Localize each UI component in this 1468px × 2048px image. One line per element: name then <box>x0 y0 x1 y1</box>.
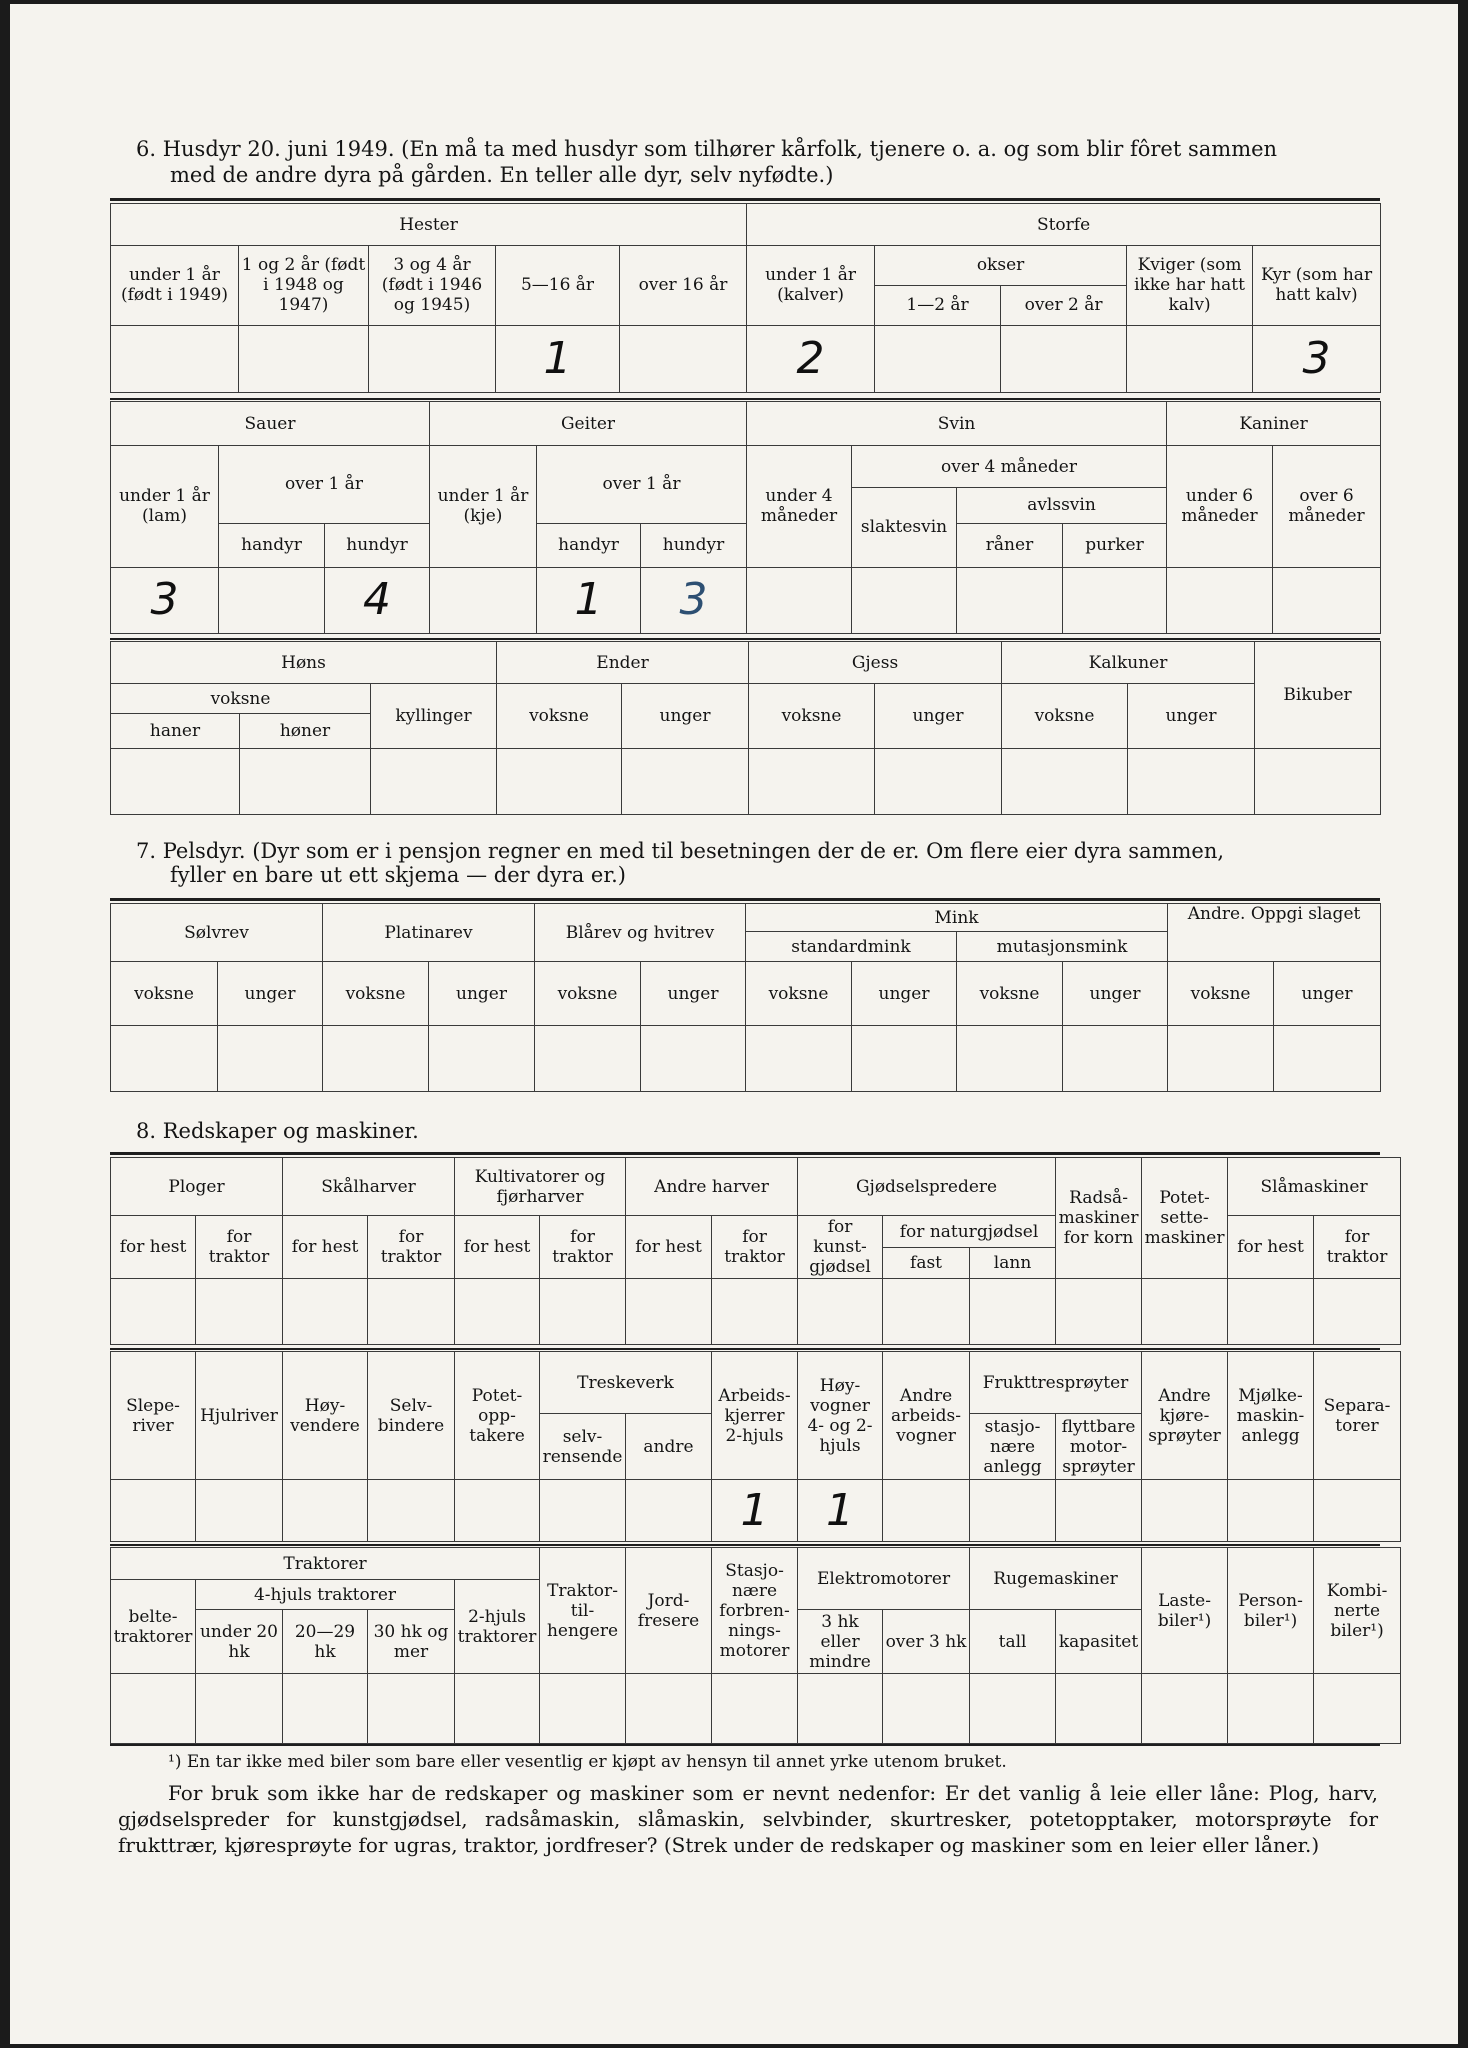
col-separatorer: Separatorer <box>1314 1352 1401 1480</box>
col-kyllinger: kyllinger <box>371 684 497 748</box>
footnote: ¹) En tar ikke med biler som bare eller vesentlig er kjøpt av hensyn til annet yrke utenom bruket. <box>168 1752 1007 1772</box>
col-sleperiver: Sleperiver <box>111 1352 196 1480</box>
cell-eq[interactable] <box>1228 1278 1314 1344</box>
cell-svin-under4[interactable] <box>747 567 852 633</box>
col-kviger: Kviger (som ikke har hatt kalv) <box>1127 246 1253 326</box>
cell-eq2[interactable] <box>1142 1480 1228 1542</box>
cell-hest-3-4[interactable] <box>369 325 496 392</box>
divider <box>110 1348 1380 1350</box>
cell-eq[interactable] <box>196 1278 283 1344</box>
header-kaniner: Kaniner <box>1167 402 1381 446</box>
col-gjess-unger: unger <box>875 684 1002 748</box>
cell-eq2[interactable] <box>540 1480 626 1542</box>
col-raner: råner <box>957 523 1063 567</box>
col-for-traktor: for traktor <box>196 1216 283 1278</box>
col-2hjuls: 2-hjuls traktorer <box>455 1580 540 1674</box>
cell-honer[interactable] <box>240 748 371 814</box>
equipment-table-2 <box>110 1351 1401 1542</box>
divider <box>110 898 1380 901</box>
header-kultivatorer: Kultivatorer og fjørharver <box>455 1158 626 1216</box>
col-beltetraktorer: beltetraktorer <box>111 1580 196 1674</box>
cell-gjess-unger[interactable] <box>875 748 1002 814</box>
col-hoyvogner: Høyvogner 4- og 2-hjuls <box>798 1352 883 1480</box>
col-kan-over6: over 6 måneder <box>1273 446 1381 568</box>
col-for-hest: for hest <box>626 1216 712 1278</box>
col-hjulriver: Hjulriver <box>196 1352 283 1480</box>
section-7-title: 7. Pelsdyr. (Dyr som er i pensjon regner en med til besetningen der de er. Om flere eier dyra sammen, <box>136 839 1225 863</box>
divider <box>110 638 1380 640</box>
cell-eq2[interactable] <box>1314 1480 1401 1542</box>
col-sau-hundyr: hundyr <box>325 523 430 567</box>
col-honer: høner <box>240 714 371 748</box>
header-sauer: Sauer <box>111 402 430 446</box>
cell-eq[interactable] <box>626 1278 712 1344</box>
cell-eq[interactable] <box>1056 1278 1142 1344</box>
col-tall: tall <box>970 1610 1056 1674</box>
col-unger: unger <box>641 962 746 1026</box>
col-kalver: under 1 år (kalver) <box>747 246 875 326</box>
cell-eq3[interactable] <box>1056 1674 1142 1744</box>
cell-eq3[interactable] <box>712 1674 798 1744</box>
divider <box>110 398 1380 400</box>
header-traktorer: Traktorer <box>111 1548 540 1580</box>
section-8-title: 8. Redskaper og maskiner. <box>136 1119 419 1143</box>
col-selvbindere: Selvbindere <box>368 1352 455 1480</box>
col-unger: unger <box>852 962 957 1026</box>
cell-eq[interactable] <box>540 1278 626 1344</box>
cell-kviger[interactable] <box>1127 325 1253 392</box>
header-ender: Ender <box>497 642 749 684</box>
cell-eq2[interactable] <box>970 1480 1056 1542</box>
col-for-traktor: for traktor <box>368 1216 455 1278</box>
col-for-traktor: for traktor <box>540 1216 626 1278</box>
cell-eq3[interactable] <box>1228 1674 1314 1744</box>
cell-kan-under6[interactable] <box>1167 567 1273 633</box>
col-selvrensende: selvrensende <box>540 1414 626 1480</box>
cell-kalk-voksne[interactable] <box>1002 748 1128 814</box>
col-voksne: voksne <box>1168 962 1274 1026</box>
cell-fur[interactable] <box>429 1026 535 1092</box>
cell-hest-under1[interactable] <box>111 325 239 392</box>
col-for-hest: for hest <box>1228 1216 1314 1278</box>
col-geit-over1: over 1 år <box>537 446 747 523</box>
cell-eq3[interactable] <box>883 1674 970 1744</box>
cell-okser-1-2[interactable] <box>875 325 1001 392</box>
col-voksne: voksne <box>323 962 429 1026</box>
cell-eq[interactable] <box>111 1278 196 1344</box>
col-lam: under 1 år (lam) <box>111 446 219 568</box>
col-lastebiler: Lastebiler¹) <box>1142 1548 1228 1674</box>
cell-haner[interactable] <box>111 748 240 814</box>
cell-eq3[interactable] <box>626 1674 712 1744</box>
header-skalharver: Skålharver <box>283 1158 455 1216</box>
col-for-traktor: for traktor <box>712 1216 798 1278</box>
section-7-title-cont: fyller en bare ut ett skjema — der dyra er.) <box>170 863 626 887</box>
col-voksne: voksne <box>746 962 852 1026</box>
cell-eq2[interactable] <box>111 1480 196 1542</box>
cell-eq[interactable] <box>712 1278 798 1344</box>
cell-fur[interactable] <box>323 1026 429 1092</box>
col-personbiler: Personbiler¹) <box>1228 1548 1314 1674</box>
col-arbeidsvogner: Andre arbeidsvogner <box>883 1352 970 1480</box>
col-kjoresproyter: Andre kjøresprøyter <box>1142 1352 1228 1480</box>
cell-fur[interactable] <box>746 1026 852 1092</box>
header-platinarev: Platinarev <box>323 904 535 962</box>
cell-fur[interactable] <box>218 1026 323 1092</box>
col-unger: unger <box>218 962 323 1026</box>
col-mjolkemaskin: Mjølkemaskinanlegg <box>1228 1352 1314 1480</box>
col-mutasjonsmink: mutasjonsmink <box>957 932 1168 962</box>
cell-eq[interactable] <box>1142 1278 1228 1344</box>
col-under20hk: under 20 hk <box>196 1610 283 1674</box>
header-ploger: Ploger <box>111 1158 283 1216</box>
livestock-table-1 <box>110 203 1381 393</box>
col-30hk: 30 hk og mer <box>368 1610 455 1674</box>
cell-eq[interactable] <box>1314 1278 1401 1344</box>
col-20-29hk: 20—29 hk <box>283 1610 368 1674</box>
col-okser: okser <box>875 246 1127 286</box>
col-3hk-mindre: 3 hk eller mindre <box>798 1610 883 1674</box>
cell-fur[interactable] <box>111 1026 218 1092</box>
header-radsamaskiner: Radsåmaskiner for korn <box>1056 1158 1142 1279</box>
cell-eq3[interactable] <box>283 1674 368 1744</box>
col-slaktesvin: slaktesvin <box>852 488 957 568</box>
col-unger: unger <box>1063 962 1168 1026</box>
col-voksne: voksne <box>957 962 1063 1026</box>
col-flyttbare: flyttbare motorsprøyter <box>1056 1414 1142 1480</box>
col-gjess-voksne: voksne <box>749 684 875 748</box>
cell-eq[interactable] <box>970 1278 1056 1344</box>
col-geit-handyr: handyr <box>537 523 641 567</box>
cell-fur[interactable] <box>1063 1026 1168 1092</box>
header-elektromotorer: Elektromotorer <box>798 1548 970 1610</box>
col-andre: andre <box>626 1414 712 1480</box>
col-ender-unger: unger <box>622 684 749 748</box>
header-frukttresproyter: Frukttresprøyter <box>970 1352 1142 1414</box>
section-6-title: 6. Husdyr 20. juni 1949. (En må ta med husdyr som tilhører kårfolk, tjenere o. a. og som blir fôret sammen <box>136 137 1278 161</box>
col-stasjonaere-anlegg: stasjonære anlegg <box>970 1414 1056 1480</box>
header-gjess: Gjess <box>749 642 1002 684</box>
col-hest-3-4: 3 og 4 år (født i 1946 og 1945) <box>369 246 496 326</box>
col-lann: lann <box>970 1248 1056 1278</box>
cell-okser-over2[interactable] <box>1001 325 1127 392</box>
cell-kyllinger[interactable] <box>371 748 497 814</box>
col-hest-1-2: 1 og 2 år (født i 1948 og 1947) <box>239 246 369 326</box>
header-slamaskiner: Slåmaskiner <box>1228 1158 1401 1216</box>
header-blarev: Blårev og hvitrev <box>535 904 746 962</box>
cell-eq[interactable] <box>283 1278 368 1344</box>
closing-instructions: For bruk som ikke har de redskaper og maskiner som er nevnt nedenfor: Er det vanlig å leie eller låne: Plog, harv, gjødselspreder for kunstgjødsel, radsåmaskin, slåmaskin, selvbinder, skurtresker, potetopptaker, motorsprøyte for frukttrær, kjøresprøyte for ugras, traktor, jordfreser? (Strek under de redskaper og maskiner som en leier eller låner.) <box>118 1781 1378 1857</box>
cell-kan-over6[interactable] <box>1273 567 1381 633</box>
cell-eq3[interactable] <box>798 1674 883 1744</box>
header-andre-harver: Andre harver <box>626 1158 798 1216</box>
col-hons-voksne: voksne <box>111 684 371 714</box>
header-hons: Høns <box>111 642 497 684</box>
col-purker: purker <box>1063 523 1167 567</box>
col-svin-over4: over 4 måneder <box>852 446 1167 488</box>
cell-arbeidskjerrer[interactable]: 1 <box>712 1480 798 1542</box>
cell-fur[interactable] <box>852 1026 957 1092</box>
header-treskeverk: Treskeverk <box>540 1352 712 1414</box>
col-sau-handyr: handyr <box>219 523 325 567</box>
cell-eq3[interactable] <box>1142 1674 1228 1744</box>
col-kapasitet: kapasitet <box>1056 1610 1142 1674</box>
divider <box>110 1152 1380 1155</box>
col-forbrenningsmotorer: Stasjonære forbrenningsmotorer <box>712 1548 798 1674</box>
cell-fur[interactable] <box>1274 1026 1381 1092</box>
livestock-table-3 <box>110 641 1381 815</box>
fur-animals-table <box>110 903 1381 1092</box>
cell-eq[interactable] <box>798 1278 883 1344</box>
cell-purker[interactable] <box>1063 567 1167 633</box>
cell-kalver[interactable]: 2 <box>747 325 875 392</box>
col-ender-voksne: voksne <box>497 684 622 748</box>
cell-kalk-unger[interactable] <box>1128 748 1255 814</box>
col-avlssvin: avlssvin <box>957 488 1167 523</box>
col-kalk-voksne: voksne <box>1002 684 1128 748</box>
cell-gjess-voksne[interactable] <box>749 748 875 814</box>
col-for-hest: for hest <box>283 1216 368 1278</box>
cell-sau-handyr[interactable] <box>219 567 325 633</box>
col-kyr: Kyr (som har hatt kalv) <box>1253 246 1381 326</box>
cell-eq[interactable] <box>883 1278 970 1344</box>
header-svin: Svin <box>747 402 1167 446</box>
cell-eq3[interactable] <box>111 1674 196 1744</box>
col-jordfresere: Jordfresere <box>626 1548 712 1674</box>
col-voksne: voksne <box>111 962 218 1026</box>
cell-geit-hundyr[interactable]: 3 <box>641 567 747 633</box>
col-tilhengere: Traktortilhengere <box>540 1548 626 1674</box>
equipment-table-3 <box>110 1547 1401 1744</box>
cell-eq3[interactable] <box>455 1674 540 1744</box>
cell-eq2[interactable] <box>283 1480 368 1542</box>
col-voksne: voksne <box>535 962 641 1026</box>
cell-raner[interactable] <box>957 567 1063 633</box>
cell-eq3[interactable] <box>368 1674 455 1744</box>
col-haner: haner <box>111 714 240 748</box>
cell-eq3[interactable] <box>196 1674 283 1744</box>
col-okser-1-2: 1—2 år <box>875 285 1001 325</box>
header-storfe: Storfe <box>747 204 1381 246</box>
cell-fur[interactable] <box>535 1026 641 1092</box>
cell-eq3[interactable] <box>1314 1674 1401 1744</box>
header-gjodselspredere: Gjødselspredere <box>798 1158 1056 1216</box>
col-hest-under1: under 1 år (født i 1949) <box>111 246 239 326</box>
cell-lam[interactable]: 3 <box>111 567 219 633</box>
col-potetopptakere: Potetopptakere <box>455 1352 540 1480</box>
header-andre: Andre. Oppgi slaget <box>1168 904 1381 962</box>
cell-eq[interactable] <box>368 1278 455 1344</box>
col-sau-over1: over 1 år <box>219 446 430 523</box>
col-for-kunstgjodsel: for kunstgjødsel <box>798 1216 883 1278</box>
cell-kyr[interactable]: 3 <box>1253 325 1381 392</box>
col-unger: unger <box>429 962 535 1026</box>
divider <box>110 1544 1380 1546</box>
col-hest-5-16: 5—16 år <box>496 246 620 326</box>
cell-eq[interactable] <box>455 1278 540 1344</box>
header-solvrev: Sølvrev <box>111 904 323 962</box>
divider <box>110 198 1380 201</box>
col-for-hest: for hest <box>111 1216 196 1278</box>
cell-ender-voksne[interactable] <box>497 748 622 814</box>
cell-eq2[interactable] <box>883 1480 970 1542</box>
cell-eq2[interactable] <box>1228 1480 1314 1542</box>
equipment-table-1 <box>110 1157 1401 1345</box>
col-standardmink: standardmink <box>746 932 957 962</box>
cell-geit-handyr[interactable]: 1 <box>537 567 641 633</box>
cell-eq3[interactable] <box>970 1674 1056 1744</box>
cell-fur[interactable] <box>1168 1026 1274 1092</box>
header-bikuber: Bikuber <box>1255 642 1381 749</box>
cell-slaktesvin[interactable] <box>852 567 957 633</box>
col-for-hest: for hest <box>455 1216 540 1278</box>
cell-eq2[interactable] <box>1056 1480 1142 1542</box>
cell-eq2[interactable] <box>196 1480 283 1542</box>
cell-kje[interactable] <box>430 567 537 633</box>
header-hester: Hester <box>111 204 747 246</box>
col-kan-under6: under 6 måneder <box>1167 446 1273 568</box>
col-unger: unger <box>1274 962 1381 1026</box>
col-for-naturgjodsel: for naturgjødsel <box>883 1216 1056 1248</box>
cell-eq2[interactable] <box>626 1480 712 1542</box>
cell-sau-hundyr[interactable]: 4 <box>325 567 430 633</box>
cell-bikuber[interactable] <box>1255 748 1381 814</box>
header-potetsettemaskiner: Potetsettemaskiner <box>1142 1158 1228 1279</box>
header-4hjuls: 4-hjuls traktorer <box>196 1580 455 1610</box>
col-geit-hundyr: hundyr <box>641 523 747 567</box>
col-kje: under 1 år (kje) <box>430 446 537 568</box>
cell-fur[interactable] <box>957 1026 1063 1092</box>
cell-eq3[interactable] <box>540 1674 626 1744</box>
header-mink: Mink <box>746 904 1168 932</box>
section-6-title-cont: med de andre dyra på gården. En teller alle dyr, selv nyfødte.) <box>170 163 834 187</box>
col-fast: fast <box>883 1248 970 1278</box>
livestock-table-2 <box>110 401 1381 634</box>
divider <box>110 1744 1380 1746</box>
col-for-traktor: for traktor <box>1314 1216 1401 1278</box>
cell-fur[interactable] <box>641 1026 746 1092</box>
col-over3hk: over 3 hk <box>883 1610 970 1674</box>
header-rugemaskiner: Rugemaskiner <box>970 1548 1142 1610</box>
cell-hest-over16[interactable] <box>620 325 747 392</box>
cell-eq2[interactable] <box>368 1480 455 1542</box>
col-kombinerte-biler: Kombinerte biler¹) <box>1314 1548 1401 1674</box>
header-kalkuner: Kalkuner <box>1002 642 1255 684</box>
col-okser-over2: over 2 år <box>1001 285 1127 325</box>
cell-eq2[interactable] <box>455 1480 540 1542</box>
header-geiter: Geiter <box>430 402 747 446</box>
cell-ender-unger[interactable] <box>622 748 749 814</box>
cell-hest-1-2[interactable] <box>239 325 369 392</box>
cell-hest-5-16[interactable]: 1 <box>496 325 620 392</box>
col-arbeidskjerrer: Arbeidskjerrer 2-hjuls <box>712 1352 798 1480</box>
col-hoyvendere: Høyvendere <box>283 1352 368 1480</box>
col-svin-under4: under 4 måneder <box>747 446 852 568</box>
cell-hoyvogner[interactable]: 1 <box>798 1480 883 1542</box>
col-kalk-unger: unger <box>1128 684 1255 748</box>
col-hest-over16: over 16 år <box>620 246 747 326</box>
